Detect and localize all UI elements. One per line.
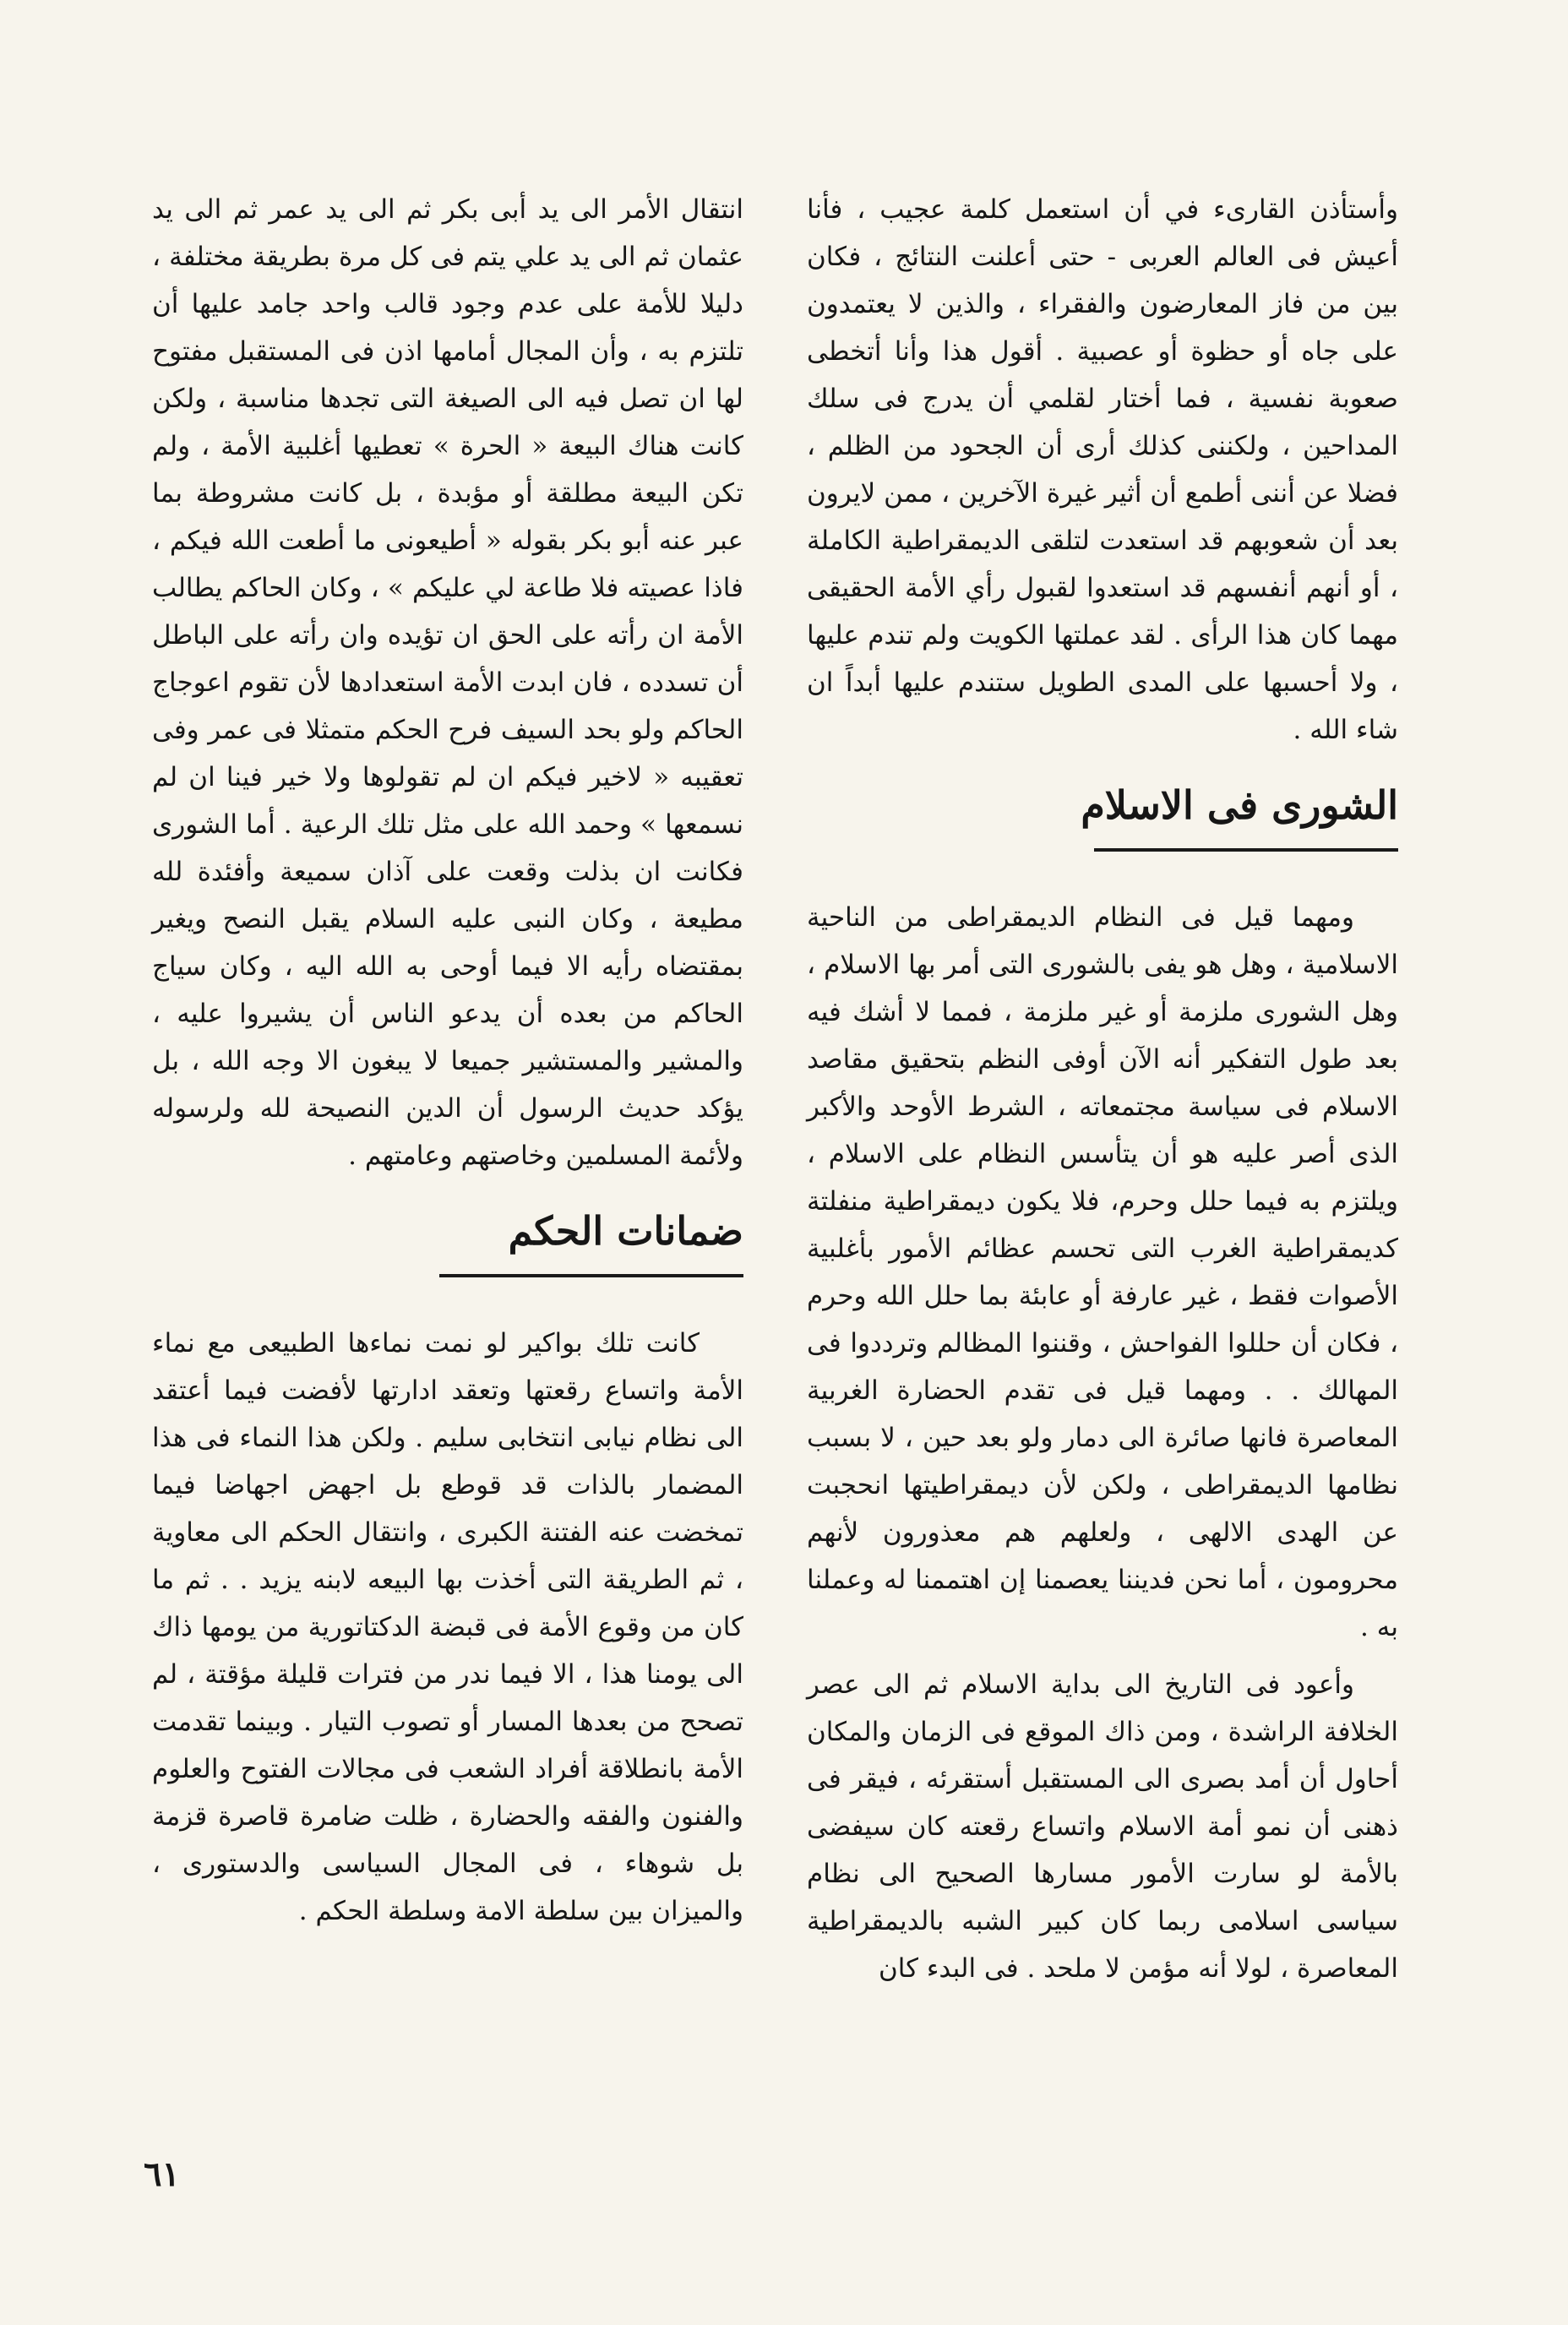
- right-paragraph-2: وأعود فى التاريخ الى بداية الاسلام ثم الى عصر الخلافة الراشدة ، ومن ذاك الموقع فى الزمان والمكان أحاول أن أمد بصرى الى المستقبل أستقرئه ، فيقر فى ذهنى أن نمو أمة الاسلام واتساع رقعته كان سيفضى بالأمة لو سارت الأمور مسارها الصحيح الى نظام سياسى اسلامى ربما كان كبير الشبه بالديمقراطية المعاصرة ، لولا أنه مؤمن لا ملحد . فى البدء كان: [807, 1669, 1398, 1984]
- section-heading-guarantees: ضمانات الحكم: [508, 1208, 743, 1254]
- section-heading-shura: الشورى فى الاسلام: [1081, 782, 1398, 828]
- left-paragraph-2: كانت تلك بواكير لو نمت نماءها الطبيعى مع نماء الأمة واتساع رقعتها وتعقد ادارتها لأفضت فيما أعتقد الى نظام نيابى انتخابى سليم . ولكن هذا النماء فى هذا المضمار بالذات قد قوطع بل اجهض اجهاضا فيما تمخضت عنه الفتنة الكبرى ، وانتقال الحكم الى معاوية ، ثم الطريقة التى أخذت بها البيعه لابنه يزيد . . ثم ما كان من وقوع الأمة فى قبضة الدكتاتورية من يومها ذاك الى يومنا هذا ، الا فيما ندر من فترات قليلة مؤقتة ، لم تصحح من بعدها المسار أو تصوب التيار . وبينما تقدمت الأمة بانطلاقة أفراد الشعب فى مجالات الفتوح والعلوم والفنون والفقه والحضارة ، ظلت ضامرة قاصرة قزمة بل شوهاء ، فى المجال السياسى والدستورى ، والميزان بين سلطة الامة وسلطة الحكم .: [152, 1328, 743, 1926]
- right-column: [807, 186, 1398, 1992]
- heading-underline: [439, 1274, 743, 1277]
- heading-underline: [1094, 848, 1398, 852]
- right-paragraph-1: ومهما قيل فى النظام الديمقراطى من الناحية الاسلامية ، وهل هو يفى بالشورى التى أمر بها الاسلام ، وهل الشورى ملزمة أو غير ملزمة ، فمما لا أشك فيه بعد طول التفكير أنه الآن أوفى النظم بتحقيق مقاصد الاسلام فى سياسة مجتمعاته ، الشرط الأوحد والأكبر الذى أصر عليه هو أن يتأسس النظام على الاسلام ، ويلتزم به فيما حلل وحرم، فلا يكون ديمقراطية منفلتة كديمقراطية الغرب التى تحسم عظائم الأمور بأغلبية الأصوات فقط ، غير عارفة أو عابئة بما حلل الله وحرم ، فكان أن حللوا الفواحش ، وقننوا المظالم وترددوا فى المهالك . . ومهما قيل فى تقدم الحضارة الغربية المعاصرة فانها صائرة الى دمار ولو بعد حين ، لا بسبب نظامها الديمقراطى ، ولكن لأن ديمقراطيتها انحجبت عن الهدى الالهى ، ولعلهم هم معذورون لأنهم محرومون ، أما نحن فديننا يعصمنا إن اهتممنا له وعملنا به .: [807, 902, 1398, 1642]
- left-section-heading-block: [152, 1201, 743, 1286]
- left-column: [152, 186, 743, 1935]
- right-intro-paragraph: وأستأذن القارىء في أن استعمل كلمة عجيب ، فأنا أعيش فى العالم العربى - حتى أعلنت النتائج ، فكان بين من فاز المعارضون والفقراء ، والذين لا يعتمدون على جاه أو حظوة أو عصبية . أقول هذا وأنا أتخطى صعوبة نفسية ، فما أختار لقلمي أن يدرج فى سلك المداحين ، ولكننى كذلك أرى أن الجحود من الظلم ، فضلا عن أننى أطمع أن أثير غيرة الآخرين ، ممن لايرون بعد أن شعوبهم قد استعدت لتلقى الديمقراطية الكاملة ، أو أنهم أنفسهم قد استعدوا لقبول رأي الأمة الحقيقى مهما كان هذا الرأى . لقد عملتها الكويت ولم تندم عليها ، ولا أحسبها على المدى الطويل ستندم عليها أبداً ان شاء الله .: [807, 194, 1398, 745]
- right-section-heading-block: [807, 776, 1398, 860]
- page-number: ٦١: [144, 2154, 180, 2194]
- left-paragraph-1: انتقال الأمر الى يد أبى بكر ثم الى يد عمر ثم الى يد عثمان ثم الى يد علي يتم فى كل مرة بطريقة مختلفة ، دليلا للأمة على عدم وجود قالب واحد جامد عليها أن تلتزم به ، وأن المجال أمامها اذن فى المستقبل مفتوح لها ان تصل فيه الى الصيغة التى تجدها مناسبة ، ولكن كانت هناك البيعة « الحرة » تعطيها أغلبية الأمة ، ولم تكن البيعة مطلقة أو مؤبدة ، بل كانت مشروطة بما عبر عنه أبو بكر بقوله « أطيعونى ما أطعت الله فيكم ، فاذا عصيته فلا طاعة لي عليكم » ، وكان الحاكم يطالب الأمة ان رأته على الحق ان تؤيده وان رأته على الباطل أن تسدده ، فان ابدت الأمة استعدادها لأن تقوم اعوجاج الحاكم ولو بحد السيف فرح الحكم متمثلا فى عمر وفى تعقيبه « لاخير فيكم ان لم تقولوها ولا خير فينا ان لم نسمعها » وحمد الله على مثل تلك الرعية . أما الشورى فكانت ان بذلت وقعت على آذان سميعة وأفئدة لله مطيعة ، وكان النبى عليه السلام يقبل النصح ويغير بمقتضاه رأيه الا فيما أوحى به الله اليه ، وكان سياج الحاكم من بعده أن يدعو الناس أن يشيروا عليه ، والمشير والمستشير جميعا لا يبغون الا وجه الله ، بل يؤكد حديث الرسول أن الدين النصيحة لله ولرسوله ولأئمة المسلمين وخاصتهم وعامتهم .: [152, 194, 744, 1171]
